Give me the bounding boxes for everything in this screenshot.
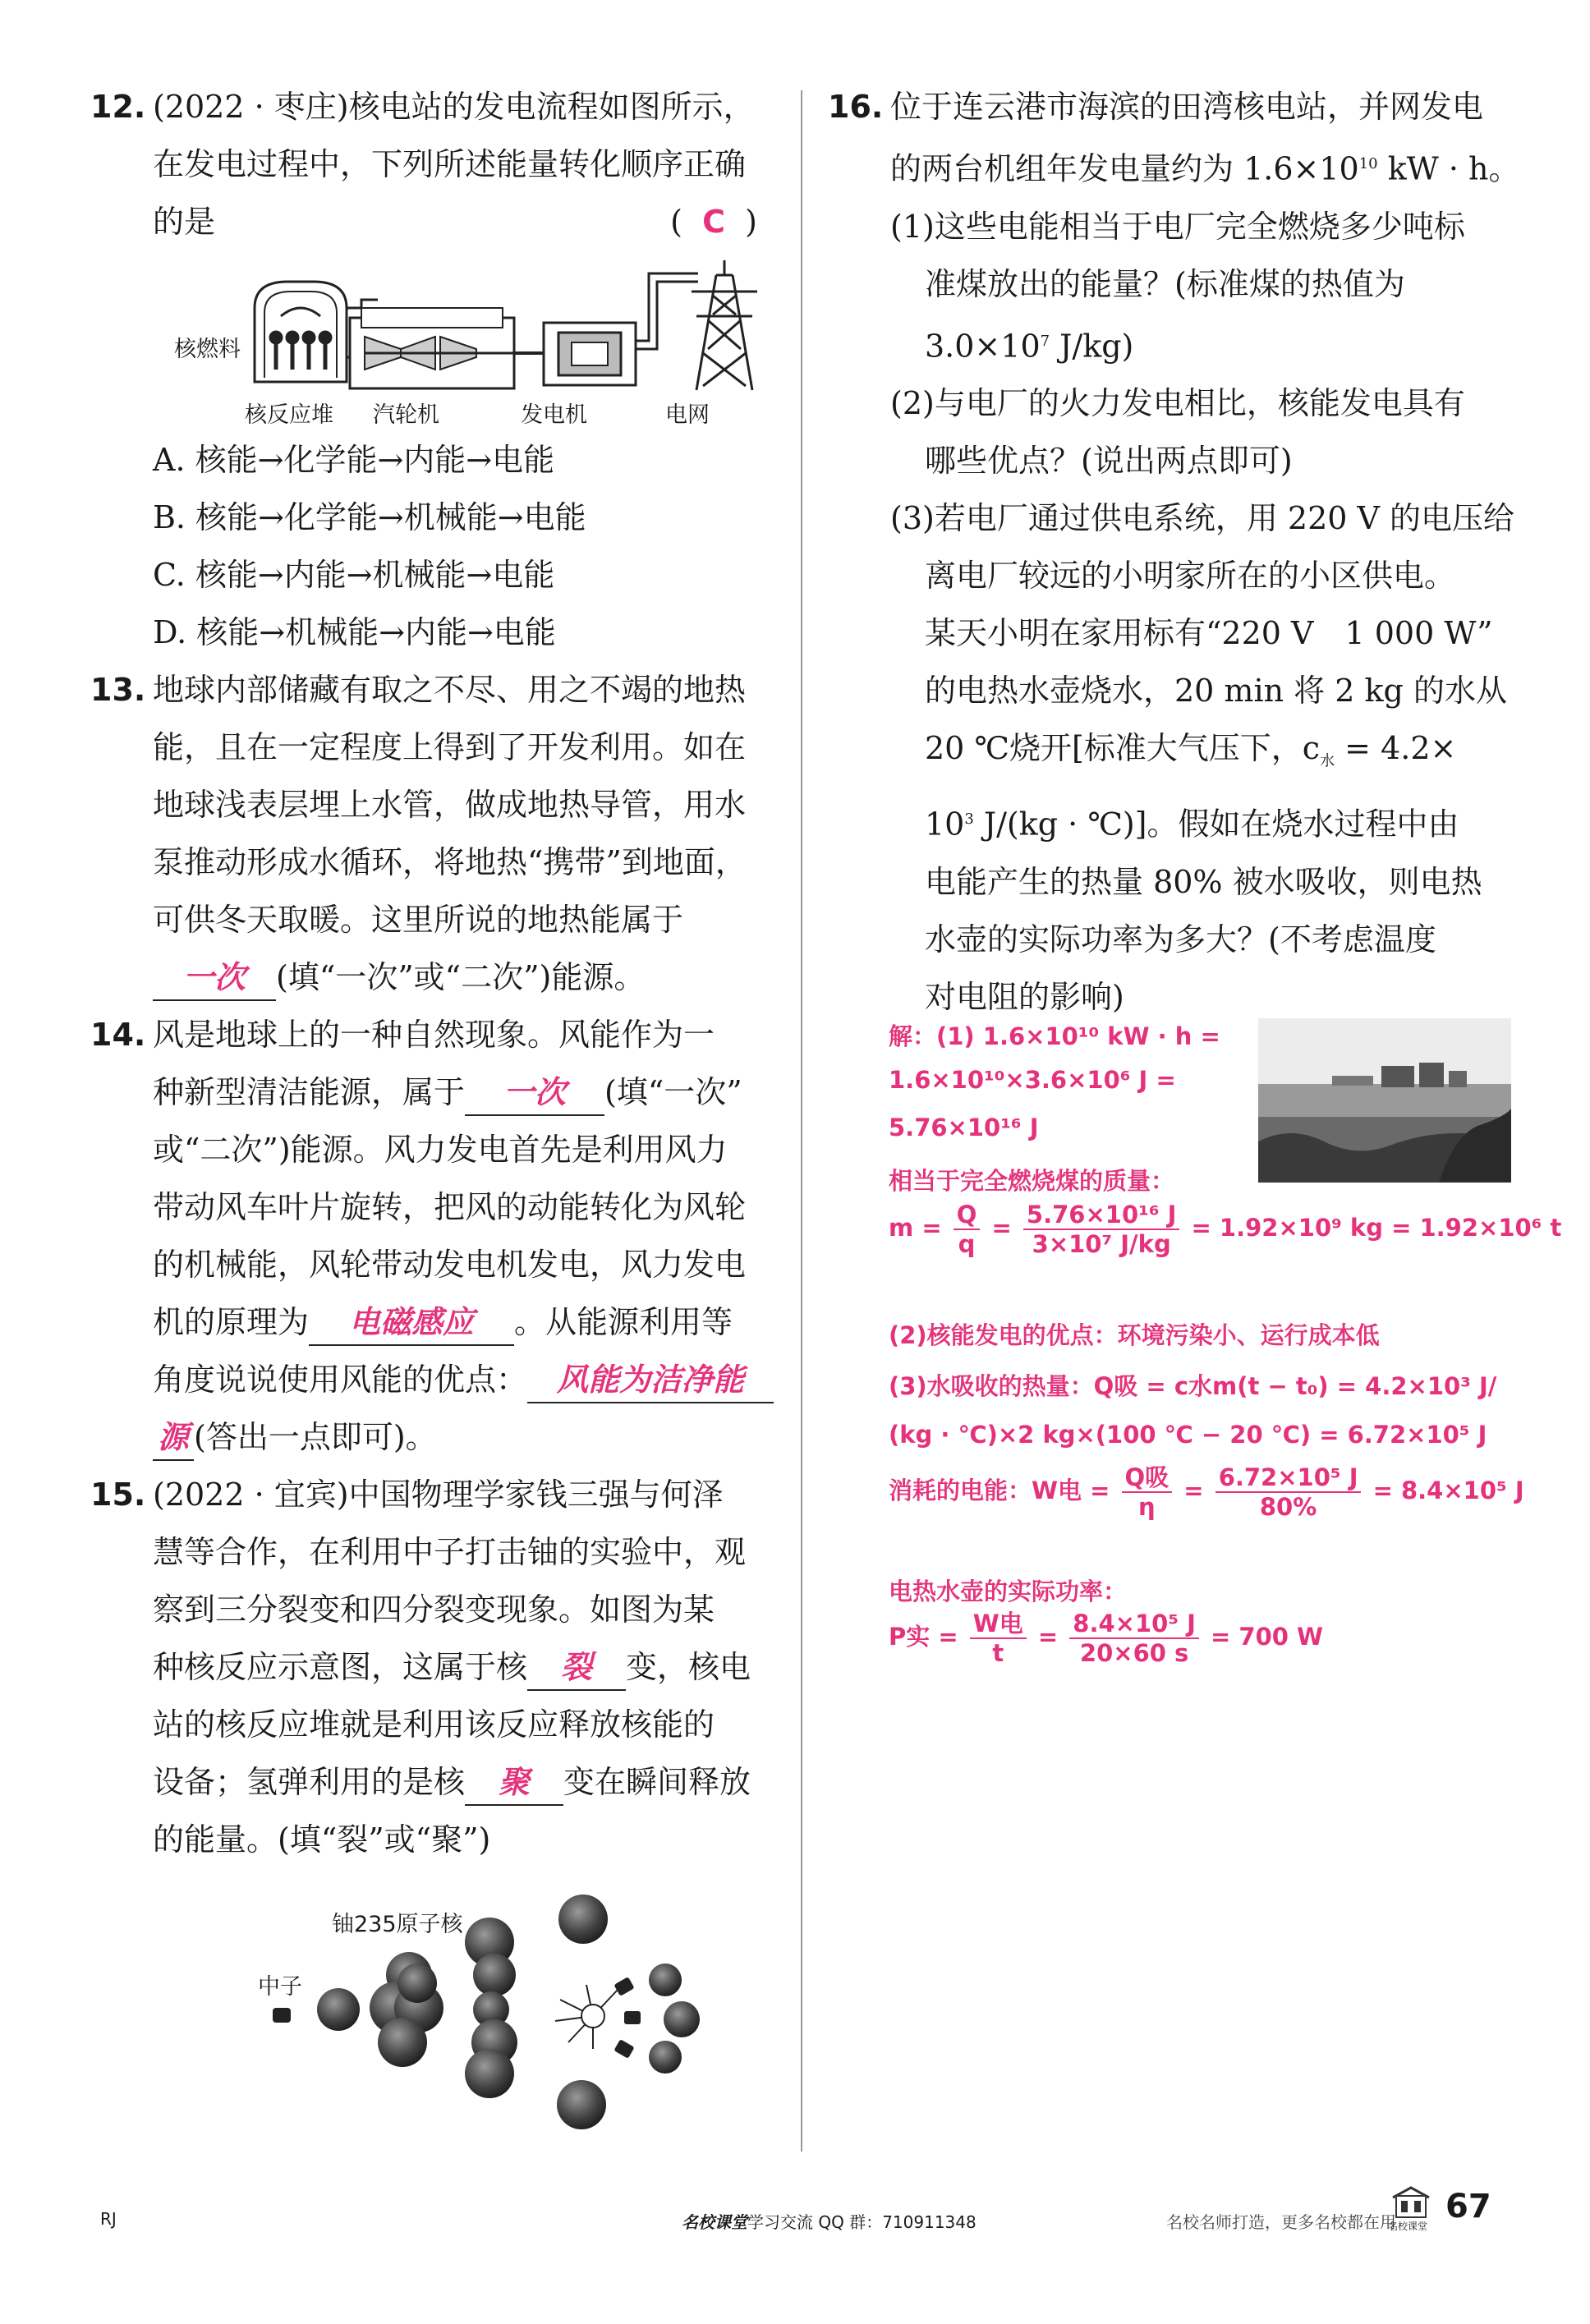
solution-line: 电热水壶的实际功率： [889, 1578, 1128, 1605]
fission-figure [90, 1885, 774, 2131]
question-text: 能，且在一定程度上得到了开发利用。如在 [153, 729, 747, 765]
answer-choice: C [702, 204, 725, 240]
question-text: 哪些优点？(说出两点即可) [925, 443, 1293, 480]
question-text: (答出一点即可)。 [194, 1419, 437, 1455]
question-text: 的机械能，风轮带动发电机发电，风力发电 [153, 1247, 747, 1283]
question-text: (填“一次”或“二次”)能源。 [276, 959, 646, 995]
solution-line: 解：(1) 1.6×10¹⁰ kW · h = [889, 1022, 1220, 1050]
label-fuel: 核燃料 [174, 337, 241, 362]
question-text: 风是地球上的一种自然现象。风能作为一 [153, 1017, 715, 1053]
right-column [828, 78, 1518, 1026]
solution-formula: 消耗的电能：W电 = $\frac{\text{Q吸}}{\eta}$ = $\frac{\text{6.72×10⁵ J}}{80\%}$ = 8.4×10⁵ J [889, 1463, 1524, 1521]
option-c: C. 核能→内能→机械能→电能 [153, 557, 555, 593]
question-text: 角度说说使用风能的优点： [153, 1362, 528, 1398]
solution-line: (kg · ℃)×2 kg×(100 ℃ − 20 ℃) = 6.72×10⁵ J [889, 1421, 1487, 1449]
solution-line: 1.6×10¹⁰×3.6×10⁶ J = [889, 1066, 1176, 1094]
question-text: 准煤放出的能量？(标准煤的热值为 [925, 265, 1405, 302]
question-text: 可供冬天取暖。这里所说的地热能属于 [153, 902, 684, 938]
question-text: 带动风车叶片旋转，把风的动能转化为风轮 [153, 1189, 747, 1225]
solution-line: (3)水吸收的热量：Q吸 = c水m(t − t₀) = 4.2×10³ J/ [889, 1372, 1497, 1400]
question-text: 在发电过程中，下列所述能量转化顺序正确 [153, 146, 747, 182]
option-a: A. 核能→化学能→内能→电能 [153, 442, 555, 478]
q12-options [90, 431, 774, 661]
answer-blank: 聚 [465, 1760, 563, 1806]
question-text: 对电阻的影响) [925, 978, 1124, 1015]
question-text: 泵推动形成水循环，将地热“携带”到地面， [153, 844, 747, 880]
column-divider [801, 90, 802, 2152]
question-number: 15. [90, 1477, 146, 1513]
question-text: 位于连云港市海滨的田湾核电站，并网发电 [890, 89, 1484, 125]
question-text: 。从能源利用等 [514, 1304, 733, 1340]
page-number: 67 [1445, 2188, 1491, 2225]
question-text: 站的核反应堆就是利用该反应释放核能的 [153, 1706, 715, 1743]
question-text: 慧等合作，在利用中子打击铀的实验中，观 [153, 1534, 747, 1570]
solution-line: 5.76×10¹⁶ J [889, 1114, 1039, 1141]
answer-blank: 裂 [527, 1645, 626, 1691]
option-b: B. 核能→化学能→机械能→电能 [153, 499, 586, 535]
label-generator: 发电机 [521, 402, 587, 428]
question-text: 种新型清洁能源，属于 [153, 1074, 466, 1110]
question-text: (2022 · 宜宾)中国物理学家钱三强与何泽 [153, 1477, 724, 1513]
sub-question-2: (2)与电厂的火力发电相比，核能发电具有 [890, 385, 1465, 422]
question-text: 电能产生的热量 80% 被水吸收，则电热 [925, 863, 1482, 900]
answer-blank: 一次 [153, 955, 276, 1001]
question-text: 的是 [153, 204, 216, 240]
answer-blank: 风能为洁净能 [527, 1357, 774, 1403]
solution-formula: P实 = $\frac{\text{W电}}{t}$ = $\frac{\text{8.4×10⁵ J}}{20\times 60 s}$ = 700 W [889, 1610, 1324, 1667]
label-grid: 电网 [665, 402, 710, 428]
question-16: 16. 位于连云港市海滨的田湾核电站，并网发电 的两台机组年发电量约为 $1.6\times 10^{10}$ kW · h。 (1)这些电能相当于电厂完全燃烧多少吨标 准煤放出的能量？(标准煤的热值为 $3.0\times 10^7$ J/kg) (2)与电厂的火力发电相比，核能发电具有 哪些优点？(说出两点即可) (3)若电厂通过供电系统，用 220 V 的电压给 离电厂较远的小明家所在的小区供电。 某天小明在家用标有“220 V 1 000 W” 的电热水壶烧水，20 min 将 2 kg 的水从 20 ℃烧开[标准大气压下，$c_水 = 4.2\times$ $10^3$ J/(kg · ℃)]。假如在烧水过程中由 电能产生的热量 80% 被水吸收，则电热 水壶的实际功率为多大？(不考虑温度 对电阻的影响) [828, 78, 1518, 1026]
answer-blank: 一次 [465, 1070, 604, 1116]
question-text: 或“二次”)能源。风力发电首先是利用风力 [153, 1132, 728, 1168]
solution-line: 相当于完全燃烧煤的质量： [889, 1167, 1175, 1195]
label-turbine: 汽轮机 [373, 402, 439, 428]
question-text: 种核反应示意图，这属于核 [153, 1649, 528, 1685]
question-number: 12. [90, 89, 146, 125]
question-text: 某天小明在家用标有“220 V 1 000 W” [925, 615, 1493, 652]
answer-bracket: ( C ) [670, 204, 757, 240]
answer-blank: 电磁感应 [309, 1300, 514, 1346]
question-text: 设备；氢弹利用的是核 [153, 1764, 466, 1800]
question-12 [90, 78, 774, 250]
question-number: 13. [90, 672, 146, 708]
question-text: 机的原理为 [153, 1304, 310, 1340]
question-text: 变，核电 [626, 1649, 751, 1685]
solution-line: (2)核能发电的优点：环境污染小、运行成本低 [889, 1321, 1380, 1349]
footer-right: 名校名师打造，更多名校都在用 [1166, 2212, 1396, 2232]
question-text: 离电厂较远的小明家所在的小区供电。 [925, 558, 1456, 595]
question-13 [90, 661, 774, 1006]
question-text: 地球浅表层埋上水管，做成地热导管，用水 [153, 787, 747, 823]
footer-left: RJ [100, 2209, 117, 2229]
question-15 [90, 1466, 774, 1868]
question-text: 的电热水壶烧水，20 min 将 2 kg 的水从 [925, 673, 1507, 710]
label-neutron: 中子 [258, 1974, 302, 2000]
sub-question-1: (1)这些电能相当于电厂完全燃烧多少吨标 [890, 208, 1465, 245]
question-text: 的能量。(填“裂”或“聚”) [153, 1821, 491, 1858]
footer-center: 名校课堂学习交流 QQ 群：710911348 [682, 2212, 977, 2232]
question-number: 14. [90, 1017, 146, 1053]
question-number: 16. [828, 89, 884, 125]
sub-question-3: (3)若电厂通过供电系统，用 220 V 的电压给 [890, 500, 1515, 537]
option-d: D. 核能→机械能→内能→电能 [153, 614, 556, 650]
power-station-photo [1258, 1018, 1511, 1183]
left-column [90, 78, 774, 2131]
question-text: 变在瞬间释放 [563, 1764, 751, 1800]
question-text: 地球内部储藏有取之不尽、用之不竭的地热 [153, 672, 747, 708]
power-plant-figure [90, 259, 774, 431]
question-text: 水壶的实际功率为多大？(不考虑温度 [925, 921, 1436, 958]
question-text: 察到三分裂变和四分裂变现象。如图为某 [153, 1591, 715, 1628]
publisher-logo: 名校课堂 [1388, 2184, 1434, 2230]
label-reactor: 核反应堆 [245, 402, 333, 428]
answer-blank: 源 [153, 1415, 194, 1461]
label-nucleus: 铀235原子核 [332, 1912, 463, 1937]
question-text: (2022 · 枣庄)核电站的发电流程如图所示， [153, 89, 755, 125]
solution-formula: m = $\frac{Q}{q}$ = $\frac{\text{5.76×10¹⁶ J}}{\text{3×10⁷ J/kg}}$ = 1.92×10⁹ kg = 1.92×10⁶ t [889, 1201, 1562, 1258]
question-text: (填“一次” [604, 1074, 742, 1110]
question-14 [90, 1006, 774, 1466]
